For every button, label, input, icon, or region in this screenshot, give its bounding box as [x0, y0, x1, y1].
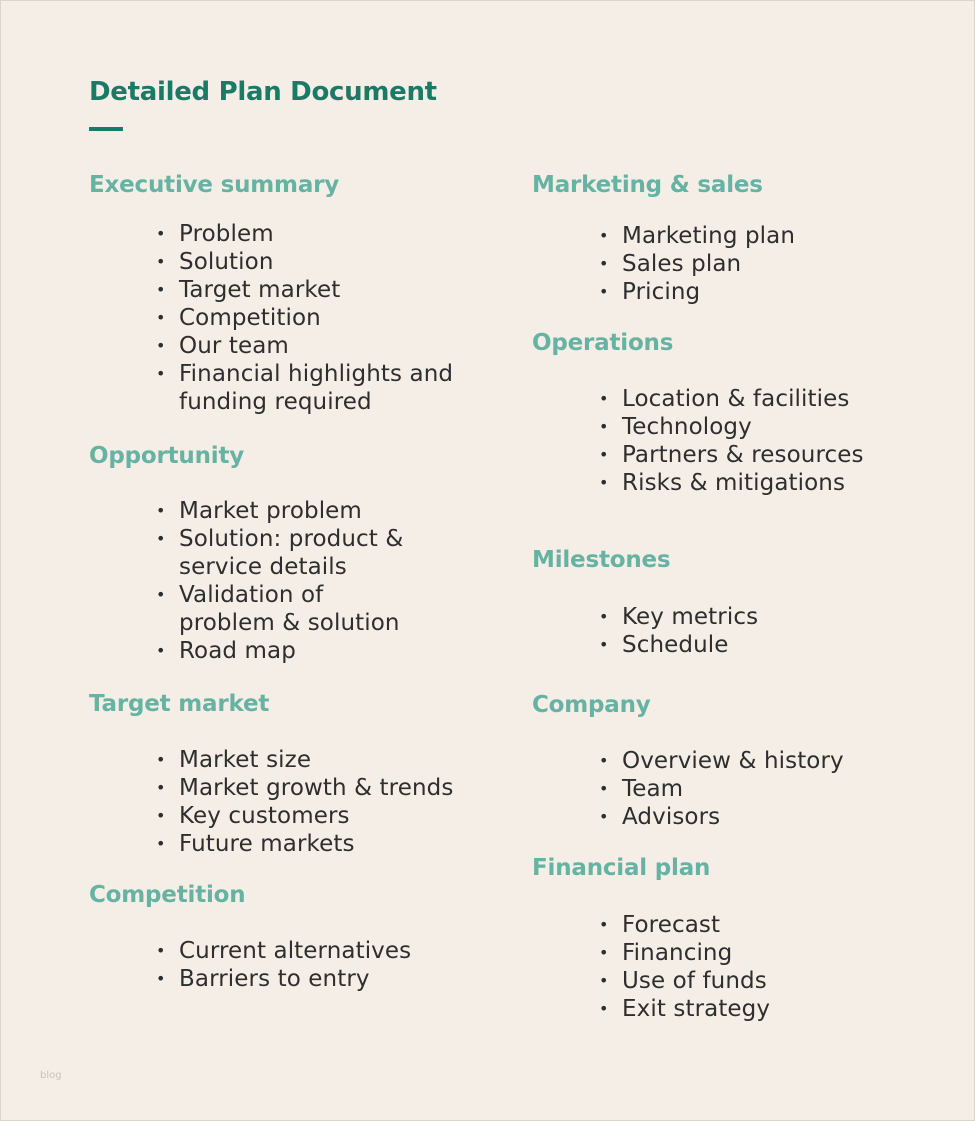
list-item: • Exit strategy	[599, 995, 939, 1023]
section-company	[532, 690, 932, 830]
section-heading: Operations	[532, 330, 674, 356]
list-item: • Financing	[599, 939, 939, 967]
list-item: • Financial highlights and funding required	[156, 360, 456, 416]
list-item: • Location & facilities	[599, 385, 939, 413]
section-list	[599, 747, 939, 831]
list-item: • Target market	[156, 276, 456, 304]
watermark-label: blog	[40, 1070, 62, 1081]
section-list	[156, 937, 496, 993]
section-list	[599, 222, 939, 306]
list-item: • Forecast	[599, 911, 939, 939]
list-item: • Technology	[599, 413, 939, 441]
section-list	[599, 385, 939, 497]
section-operations	[532, 328, 932, 496]
section-executive-summary	[89, 170, 489, 415]
section-list	[599, 911, 939, 1023]
section-heading: Financial plan	[532, 855, 711, 881]
section-opportunity	[89, 441, 489, 664]
list-item: • Advisors	[599, 803, 939, 831]
list-item: • Overview & history	[599, 747, 939, 775]
list-item: • Use of funds	[599, 967, 939, 995]
section-heading: Opportunity	[89, 443, 245, 469]
list-item: • Barriers to entry	[156, 965, 496, 993]
section-heading: Executive summary	[89, 172, 340, 198]
section-heading: Company	[532, 692, 651, 718]
section-heading: Marketing & sales	[532, 172, 763, 198]
list-item: • Key customers	[156, 802, 496, 830]
list-item: • Market growth & trends	[156, 774, 496, 802]
section-list	[599, 603, 939, 659]
section-financial-plan	[532, 853, 932, 1022]
list-item: • Validation of problem & solution	[156, 581, 426, 637]
title-underline	[89, 127, 123, 131]
list-item: • Risks & mitigations	[599, 469, 939, 497]
list-item: • Market size	[156, 746, 496, 774]
list-item: • Future markets	[156, 830, 496, 858]
section-heading: Milestones	[532, 547, 671, 573]
section-milestones	[532, 545, 932, 658]
list-item: • Market problem	[156, 497, 426, 525]
list-item: • Key metrics	[599, 603, 939, 631]
list-item: • Problem	[156, 220, 456, 248]
section-list	[156, 497, 426, 665]
section-heading: Competition	[89, 882, 246, 908]
list-item: • Current alternatives	[156, 937, 496, 965]
list-item: • Team	[599, 775, 939, 803]
section-target-market	[89, 689, 489, 857]
list-item: • Road map	[156, 637, 426, 665]
section-list	[156, 746, 496, 858]
list-item: • Competition	[156, 304, 456, 332]
section-heading: Target market	[89, 691, 270, 717]
section-marketing-sales	[532, 170, 932, 305]
list-item: • Schedule	[599, 631, 939, 659]
list-item: • Our team	[156, 332, 456, 360]
list-item: • Marketing plan	[599, 222, 939, 250]
list-item: • Pricing	[599, 278, 939, 306]
page-title: Detailed Plan Document	[89, 77, 437, 107]
list-item: • Solution	[156, 248, 456, 276]
section-list	[156, 220, 456, 416]
list-item: • Partners & resources	[599, 441, 939, 469]
list-item: • Sales plan	[599, 250, 939, 278]
section-competition	[89, 880, 489, 992]
list-item: • Solution: product & service details	[156, 525, 426, 581]
